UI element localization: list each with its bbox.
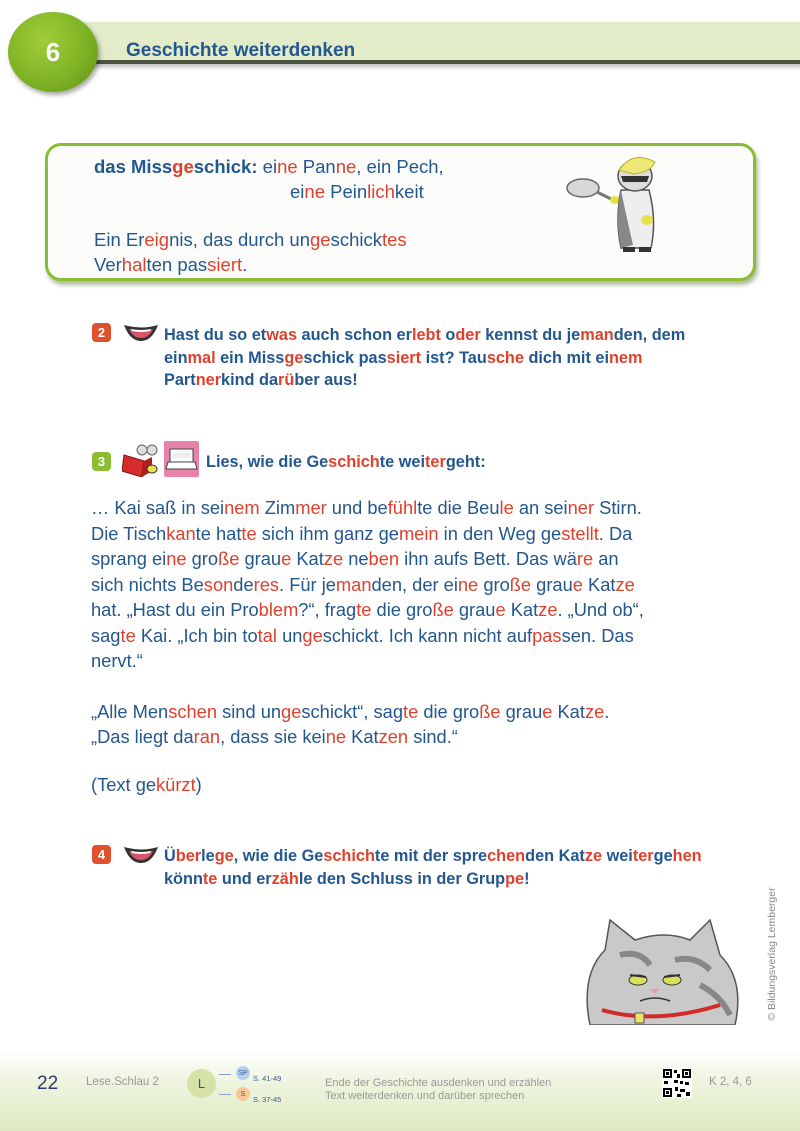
task-2-line-3: Partnerkind darüber aus!	[164, 371, 358, 389]
story-line: sich nichts Besonderes. Für jemanden, der eine große graue Katze	[91, 573, 635, 595]
story-line: hat. „Hast du ein Problem?“, fragte die große graue Katze. „Und ob“,	[91, 599, 644, 620]
cat-illustration	[580, 905, 745, 1025]
page-number: 22	[37, 1073, 59, 1094]
story-line: Die Tischkante hatte sich ihm ganz gemein in den Weg gestellt. Da	[91, 522, 633, 544]
mouth-speaking-icon	[122, 844, 160, 864]
qr-code-icon[interactable]	[662, 1068, 692, 1098]
definition-line-4: Verhalten passiert.	[94, 254, 248, 275]
task-number-badge: 4	[92, 845, 111, 864]
task-3-line-1: Lies, wie die Geschichte weitergeht:	[206, 453, 486, 471]
task-4-line-1: Überlege, wie die Geschichte mit der sprechenden Katze weitergehen	[164, 847, 702, 865]
task-3-text	[206, 451, 486, 474]
story-line: sagte Kai. „Ich bin total ungeschickt. Ich kann nicht aufpassen. Das	[91, 624, 634, 646]
definition-line-3: Ein Ereignis, das durch ungeschicktes	[94, 229, 407, 250]
task-number-badge: 3	[92, 452, 111, 471]
laptop-icon	[164, 441, 199, 477]
badger-illustration	[563, 150, 673, 258]
task-4-line-2: könnte und erzähle den Schluss in der Gruppe!	[164, 869, 530, 888]
task-number-badge: 2	[92, 323, 111, 342]
competencies: K 2, 4, 6	[709, 1076, 752, 1088]
task-4-text	[164, 845, 702, 890]
reading-book-icon	[122, 443, 160, 477]
sp-badge: SP	[236, 1066, 250, 1080]
arrow-right-icon	[219, 1074, 231, 1075]
task-2-text	[164, 324, 685, 392]
learning-goal-2: Text weiterdenken und darüber sprechen	[325, 1090, 525, 1102]
definition-line-1: das Missgeschick: eine Panne, ein Pech,	[94, 156, 444, 177]
story-line: nervt.“	[91, 650, 143, 671]
page-title: Geschichte weiterdenken	[126, 40, 356, 61]
arrow-right-icon	[219, 1094, 231, 1095]
level-badge: L	[187, 1069, 216, 1098]
task-2-line-2: einmal ein Missgeschick passiert ist? Tausche dich mit einem	[164, 348, 643, 367]
task-2-line-1: Hast du so etwas auch schon erlebt oder kennst du jemanden, dem	[164, 326, 686, 344]
copyright-notice: © Bildungsverlag Lemberger	[766, 887, 778, 1021]
learning-goal-1: Ende der Geschichte ausdenken und erzählen	[325, 1077, 552, 1089]
story-text	[91, 495, 644, 797]
mouth-speaking-icon	[122, 322, 160, 342]
book-title: Lese.Schlau 2	[86, 1076, 159, 1088]
source-note: (Text gekürzt)	[91, 773, 202, 795]
story-line: … Kai saß in seinem Zimmer und befühlte die Beule an seiner Stirn.	[91, 497, 642, 518]
definition-line-2: eine Peinlichkeit	[290, 181, 424, 202]
story-line: „Alle Menschen sind ungeschickt“, sagte die große graue Katze.	[91, 700, 610, 722]
story-line: sprang eine große graue Katze neben ihn aufs Bett. Das wäre an	[91, 548, 619, 569]
story-line: „Das liegt daran, dass sie keine Katzen sind.“	[91, 726, 458, 747]
sp-pages: S. 41-49	[253, 1074, 282, 1083]
s-pages: S. 37-45	[253, 1095, 282, 1104]
s-badge: S	[236, 1087, 250, 1101]
chapter-number: 6	[45, 36, 61, 67]
